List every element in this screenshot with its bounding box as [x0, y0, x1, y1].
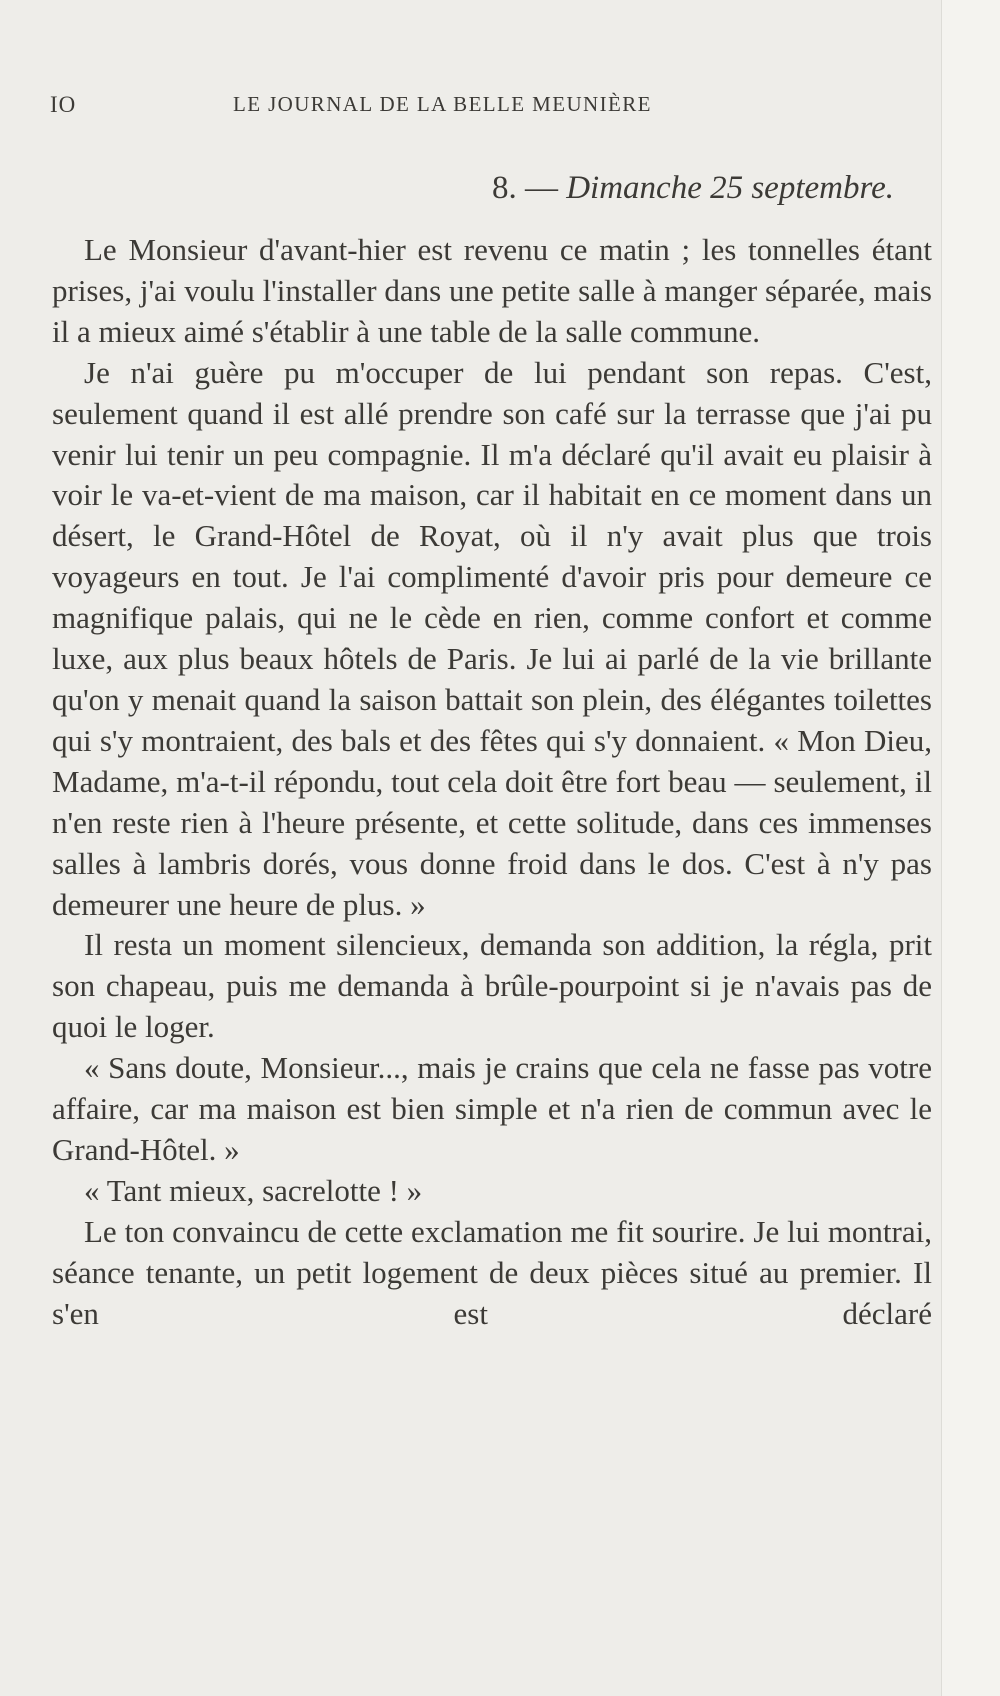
running-head: [50, 92, 738, 128]
paragraph: Le ton convaincu de cette exclamation me fit sourire. Je lui montrai, séance tenante, un petit logement de deux pièces situé au premier. Il s'en est déclaré: [52, 1213, 932, 1331]
page-edge: [941, 0, 1000, 1696]
page-number: IO: [50, 92, 77, 117]
entry-number: 8. —: [491, 170, 558, 206]
paragraph: « Sans doute, Monsieur..., mais je crains que cela ne fasse pas votre affaire, car ma maison est bien simple et n'a rien de commun avec le Grand-Hôtel. »: [52, 1050, 932, 1167]
paragraph: Le Monsieur d'avant-hier est revenu ce matin ; les tonnelles étant prises, j'ai voulu l'installer dans une petite salle à manger séparée, mais il a mieux aimé s'établir à une table de la salle commune.: [52, 232, 932, 349]
paragraph: « Tant mieux, sacrelotte ! »: [84, 1172, 423, 1208]
body-text: [52, 230, 932, 1334]
entry-date: Dimanche 25 septembre.: [566, 170, 894, 206]
entry-heading: [492, 168, 894, 208]
paragraph: Il resta un moment silencieux, demanda son addition, la régla, prit son chapeau, puis me demanda à brûle-pourpoint si je n'avais pas de quoi le loger.: [52, 927, 932, 1045]
paragraph: Je n'ai guère pu m'occuper de lui pendant son repas. C'est, seulement quand il est allé prendre son café sur la terrasse que j'ai pu venir lui tenir un peu compagnie. Il m'a déclaré qu'il avait eu plaisir à voir le va-et-vient de ma maison, car il habitait en ce moment dans un désert, le Grand-Hôtel de Royat, où il n'y avait plus que trois voyageurs en tout. Je l'ai complimenté d'avoir pris pour demeure ce magnifique palais, qui ne le cède en rien, comme confort et comme luxe, aux plus beaux hôtels de Paris. Je lui ai parlé de la vie brillante qu'on y menait quand la saison battait son plein, des élégantes toilettes qui s'y montraient, des bals et des fêtes qui s'y donnaient. « Mon Dieu, Madame, m'a-t-il répondu, tout cela doit être fort beau — seulement, il n'en reste rien à l'heure présente, et cette solitude, dans ces immenses salles à lambris dorés, vous donne froid dans le dos. C'est à n'y pas demeurer une heure de plus. »: [52, 354, 932, 922]
running-title: LE JOURNAL DE LA BELLE MEUNIÈRE: [233, 92, 652, 116]
